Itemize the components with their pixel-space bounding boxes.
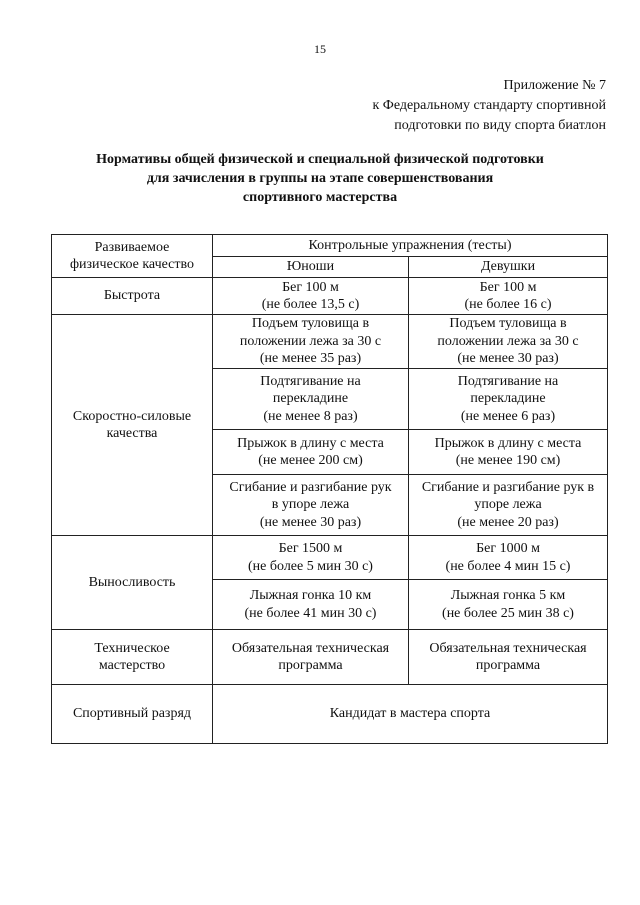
quality-technique: Техническое мастерство	[52, 630, 213, 685]
header-boys: Юноши	[213, 257, 409, 278]
standards-table	[51, 234, 608, 744]
appendix-header	[372, 76, 606, 136]
table-row	[52, 536, 608, 580]
quality-rank: Спортивный разряд	[52, 685, 213, 744]
title-line-1: Нормативы общей физической и специальной физической подготовки	[96, 152, 544, 167]
table-header-row	[52, 235, 608, 257]
cell-jump-boys: Прыжок в длину с места (не менее 200 см)	[213, 430, 409, 475]
page-number: 15	[314, 42, 326, 56]
cell-run-boys: Бег 1500 м (не более 5 мин 30 с)	[213, 536, 409, 580]
cell-ski-girls: Лыжная гонка 5 км (не более 25 мин 38 с)	[409, 580, 608, 630]
cell-pullups-girls: Подтягивание на перекладине (не менее 6 раз)	[409, 369, 608, 430]
quality-speed: Быстрота	[52, 278, 213, 315]
header-quality: Развиваемое физическое качество	[52, 235, 213, 278]
appendix-reference-line-1: к Федеральному стандарту спортивной	[372, 98, 606, 113]
table-row	[52, 630, 608, 685]
cell-rank-value: Кандидат в мастера спорта	[213, 685, 608, 744]
cell-pullups-boys: Подтягивание на перекладине (не менее 8 раз)	[213, 369, 409, 430]
cell-speed-boys: Бег 100 м (не более 13,5 с)	[213, 278, 409, 315]
appendix-number: Приложение № 7	[503, 78, 606, 93]
cell-situps-boys: Подъем туловища в положении лежа за 30 с (не менее 35 раз)	[213, 315, 409, 369]
quality-endurance: Выносливость	[52, 536, 213, 630]
cell-speed-girls: Бег 100 м (не более 16 с)	[409, 278, 608, 315]
cell-situps-girls: Подъем туловища в положении лежа за 30 с (не менее 30 раз)	[409, 315, 608, 369]
document-title	[0, 150, 640, 207]
header-tests: Контрольные упражнения (тесты)	[213, 235, 608, 257]
quality-power: Скоростно-силовые качества	[52, 315, 213, 536]
table-row	[52, 315, 608, 369]
appendix-reference-line-2: подготовки по виду спорта биатлон	[394, 118, 606, 133]
cell-jump-girls: Прыжок в длину с места (не менее 190 см)	[409, 430, 608, 475]
cell-ski-boys: Лыжная гонка 10 км (не более 41 мин 30 с)	[213, 580, 409, 630]
title-line-3: спортивного мастерства	[242, 190, 398, 205]
table-row	[52, 685, 608, 744]
cell-pushups-boys: Сгибание и разгибание рук в упоре лежа (не менее 30 раз)	[213, 475, 409, 536]
cell-run-girls: Бег 1000 м (не более 4 мин 15 с)	[409, 536, 608, 580]
title-line-2: для зачисления в группы на этапе совершенствования	[146, 171, 494, 186]
header-girls: Девушки	[409, 257, 608, 278]
cell-pushups-girls: Сгибание и разгибание рук в упоре лежа (не менее 20 раз)	[409, 475, 608, 536]
table-row	[52, 278, 608, 315]
cell-technique-boys: Обязательная техническая программа	[213, 630, 409, 685]
cell-technique-girls: Обязательная техническая программа	[409, 630, 608, 685]
